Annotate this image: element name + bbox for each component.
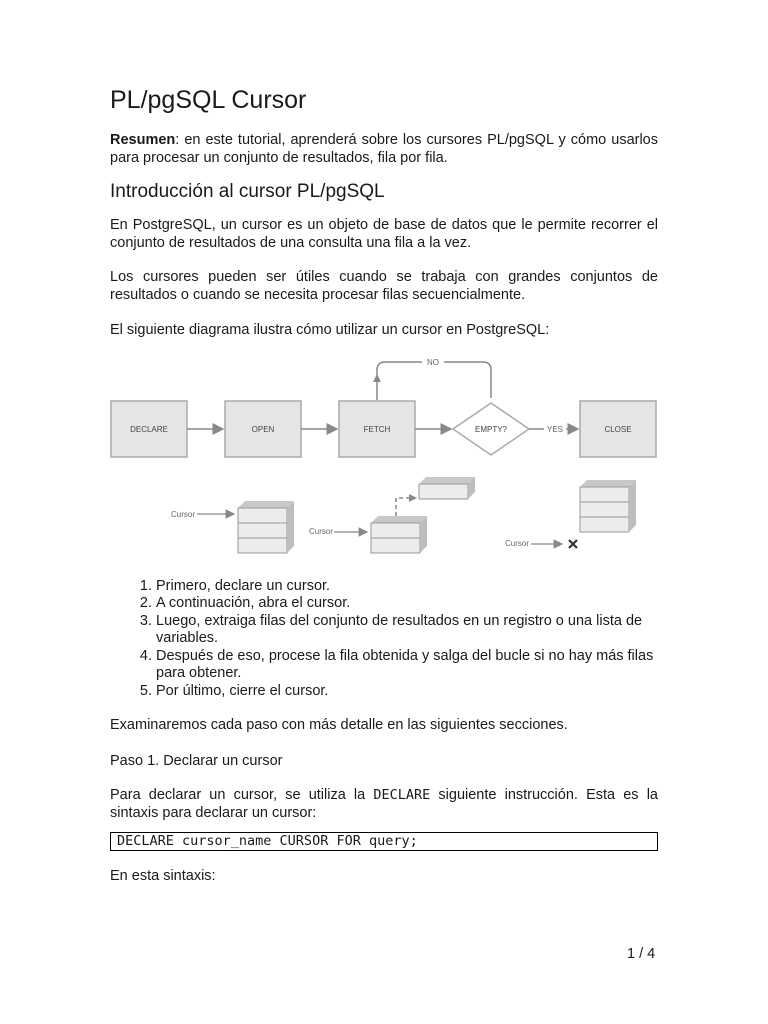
list-item: 3. Luego, extraiga filas del conjunto de resultados en un registro o una lista de variables. [156,613,658,648]
yes-label: YES [546,424,564,434]
summary-paragraph [110,132,658,167]
declare-text-before: Para declarar un cursor, se utiliza la [110,787,374,803]
declare-text-after: siguiente instrucción. Esta es la sintaxis para declarar un cursor: [110,787,658,821]
cursor-label-3: Cursor [505,538,530,548]
cursor-flow-diagram [110,356,658,566]
examine-paragraph: Examinaremos cada paso con más detalle en las siguientes secciones. [110,717,568,733]
summary-label: Resumen [110,132,176,148]
closed-x-icon [569,540,577,548]
intro-paragraph-2: Los cursores pueden ser útiles cuando se trabaja con grandes conjuntos de resultados o cuando se necesita procesar filas secuencialmente. [110,269,658,303]
cursor-label-2: Cursor [309,526,334,536]
fetch-label: FETCH [363,424,391,434]
declare-inline-code: DECLARE [373,787,431,803]
open-label: OPEN [251,424,275,434]
declare-paragraph [110,787,658,822]
page-number: 1 / 4 [627,946,656,962]
list-item: 1. Primero, declare un cursor. [156,578,658,596]
loop-no-label: NO [427,357,439,367]
cursor-label-1: Cursor [171,509,196,519]
empty-label: EMPTY? [474,424,508,434]
syntax-paragraph: En esta sintaxis: [110,868,216,884]
intro-heading: Introducción al cursor PL/pgSQL [110,181,385,202]
intro-paragraph-1: En PostgreSQL, un cursor es un objeto de base de datos que le permite recorrer el conjunto de resultados de una consulta una fila a la vez. [110,217,658,251]
page-content [110,84,658,886]
result-set-stack-1 [238,501,294,553]
loop-arrowhead [373,374,381,382]
close-label: CLOSE [604,424,632,434]
code-block: DECLARE cursor_name CURSOR FOR query; [110,832,658,851]
page-title: PL/pgSQL Cursor [110,86,307,114]
step1-heading: Paso 1. Declarar un cursor [110,752,283,769]
summary-text: : en este tutorial, aprenderá sobre los cursores PL/pgSQL y cómo usarlos para procesar un conjunto de resultados, fila por fila. [110,132,658,166]
declare-label: DECLARE [130,424,168,434]
steps-list [110,578,658,701]
diagram-intro-paragraph: El siguiente diagrama ilustra cómo utilizar un cursor en PostgreSQL: [110,322,550,338]
result-set-stack-3 [580,480,636,532]
list-item: 5. Por último, cierre el cursor. [156,683,658,701]
result-set-stack-2 [371,477,475,553]
list-item: 2. A continuación, abra el cursor. [156,595,658,613]
list-item: 4. Después de eso, procese la fila obtenida y salga del bucle si no hay más filas para obtener. [156,648,658,683]
